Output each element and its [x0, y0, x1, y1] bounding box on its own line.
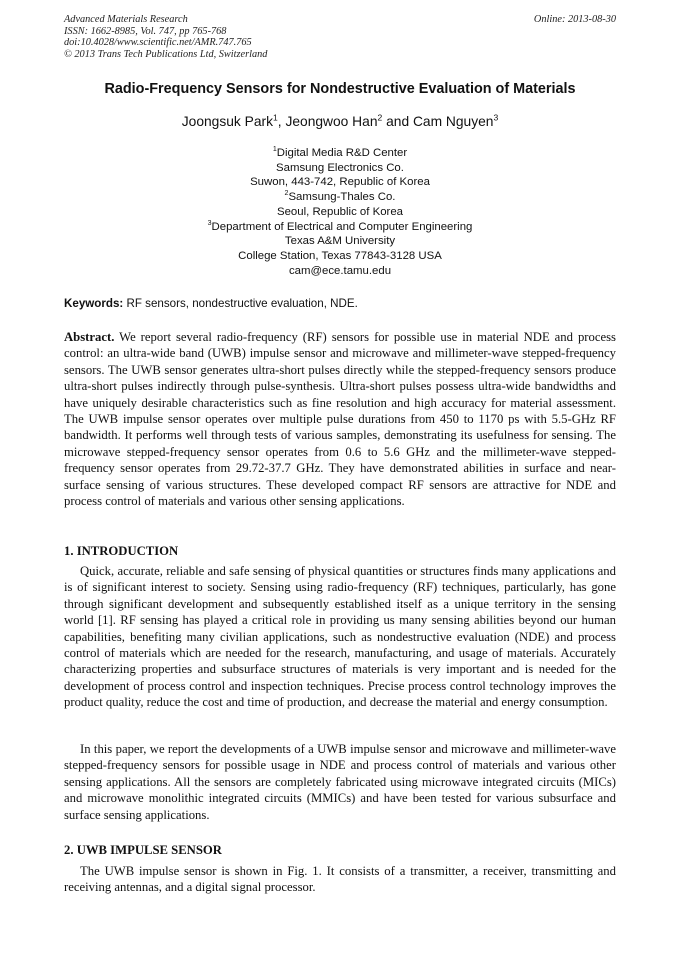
- affiliation-line: Suwon, 443-742, Republic of Korea: [250, 176, 430, 189]
- paper-title: Radio-Frequency Sensors for Nondestructive Evaluation of Materials: [104, 81, 576, 97]
- affiliation-line: College Station, Texas 77843-3128 USA: [238, 249, 442, 262]
- issn-line: ISSN: 1662-8985, Vol. 747, pp 765-768: [64, 25, 227, 37]
- author-affil-mark: 2: [377, 112, 383, 123]
- journal-name: Advanced Materials Research: [64, 14, 188, 25]
- author-name: Cam Nguyen: [412, 114, 494, 129]
- affiliation-line: Texas A&M University: [284, 235, 396, 248]
- abstract-label: Abstract.: [64, 330, 115, 344]
- author-list: [64, 113, 616, 131]
- keywords-text: RF sensors, nondestructive evaluation, NDE.: [123, 297, 358, 310]
- author-separator: ,: [277, 114, 286, 129]
- doi-line[interactable]: doi:10.4028/www.scientific.net/AMR.747.765: [64, 37, 252, 49]
- affiliation-line: $^2$Samsung-Thales Co.: [284, 190, 396, 204]
- uwb-sensor-paragraph: The UWB impulse sensor is shown in Fig. 1. It consists of a transmitter, a receiver, transmitting and receiving antennas, and a digital signal processor.: [64, 864, 616, 895]
- keywords: [64, 296, 616, 311]
- author-name: Joongsuk Park: [181, 114, 274, 129]
- section-heading-introduction: 1. INTRODUCTION: [64, 544, 179, 558]
- keywords-label: Keywords:: [64, 297, 124, 310]
- author-affil-mark: 3: [493, 112, 499, 123]
- affiliation-line: $^1$Digital Media R&D Center: [272, 146, 408, 159]
- introduction-paragraph: Quick, accurate, reliable and safe sensing of physical quantities or structures finds many applications and is of significant interest to society. Sensing using radio-frequency (RF) techniques, particularly, has gone through significant development and subsequently established itself as a unique territory in the sensing world [1]. RF sensing has played a critical role in providing us many sensing abilities beyond our human capabilities, benefiting many civilian applications, such as nondestructive evaluation (NDE) and process control of materials which are needed for the research, manufacturing, and usage of materials. Accurately characterizing properties and subsurface structures of materials is very important and is needed for the development of process control and inspection techniques. Precise process control technology improves the product quality, reduce the cost and time of production, and decrease the material and energy consumption.: [64, 564, 616, 710]
- affiliation-line: $^3$Department of Electrical and Computer Engineering: [207, 219, 473, 233]
- abstract-text: We report several radio-frequency (RF) sensors for possible use in material NDE and process control: an ultra-wide band (UWB) impulse sensor and microwave and millimeter-wave stepped-frequency sensors. The UWB sensor generates ultra-short pulses directly while the stepped-frequency sensors produce ultra-short pulses indirectly through pulse-synthesis. Ultra-short pulses possess ultra-wide bandwidths and have uniquely desirable characteristics such as fine resolution and high accuracy for material assessment. The UWB impulse sensor operates over multiple pulse durations from 450 to 1170 ps with 5.5-GHz RF bandwidth. It performs well through tests of various samples, demonstrating its usefulness for sensing. The microwave stepped-frequency sensor operates from 0.6 to 5.6 GHz and the millimeter-wave stepped-frequency sensor operates from 29.72-37.7 GHz. They have demonstrated abilities in surface and near-surface sensing of various structures. These developed compact RF sensors are attractive for NDE and process control of materials and various other sensing applications.: [64, 330, 616, 509]
- affiliation-line: Seoul, Republic of Korea: [276, 205, 403, 218]
- affiliations: [64, 146, 616, 278]
- introduction-paragraph: In this paper, we report the developments of a UWB impulse sensor and microwave and millimeter-wave stepped-frequency sensors for possible usage in NDE and process control of materials and various other sensing applications. All the sensors are completely fabricated using microwave integrated circuits (MICs) and microwave monolithic integrated circuits (MMICs) and have been tested for various subsurface and surface sensing applications.: [64, 742, 616, 822]
- author-separator: and: [382, 114, 413, 129]
- section-heading-uwb-impulse-sensor: 2. UWB IMPULSE SENSOR: [64, 843, 222, 857]
- author-name: Jeongwoo Han: [285, 114, 378, 129]
- contact-email: cam@ece.tamu.edu: [288, 264, 392, 277]
- affiliation-line: Samsung Electronics Co.: [276, 161, 404, 174]
- journal-header: [64, 14, 616, 60]
- copyright-line: © 2013 Trans Tech Publications Ltd, Switzerland: [64, 48, 268, 60]
- online-date: Online: 2013-08-30: [533, 14, 616, 25]
- author-affil-mark: 1: [273, 112, 278, 123]
- abstract: [64, 329, 616, 509]
